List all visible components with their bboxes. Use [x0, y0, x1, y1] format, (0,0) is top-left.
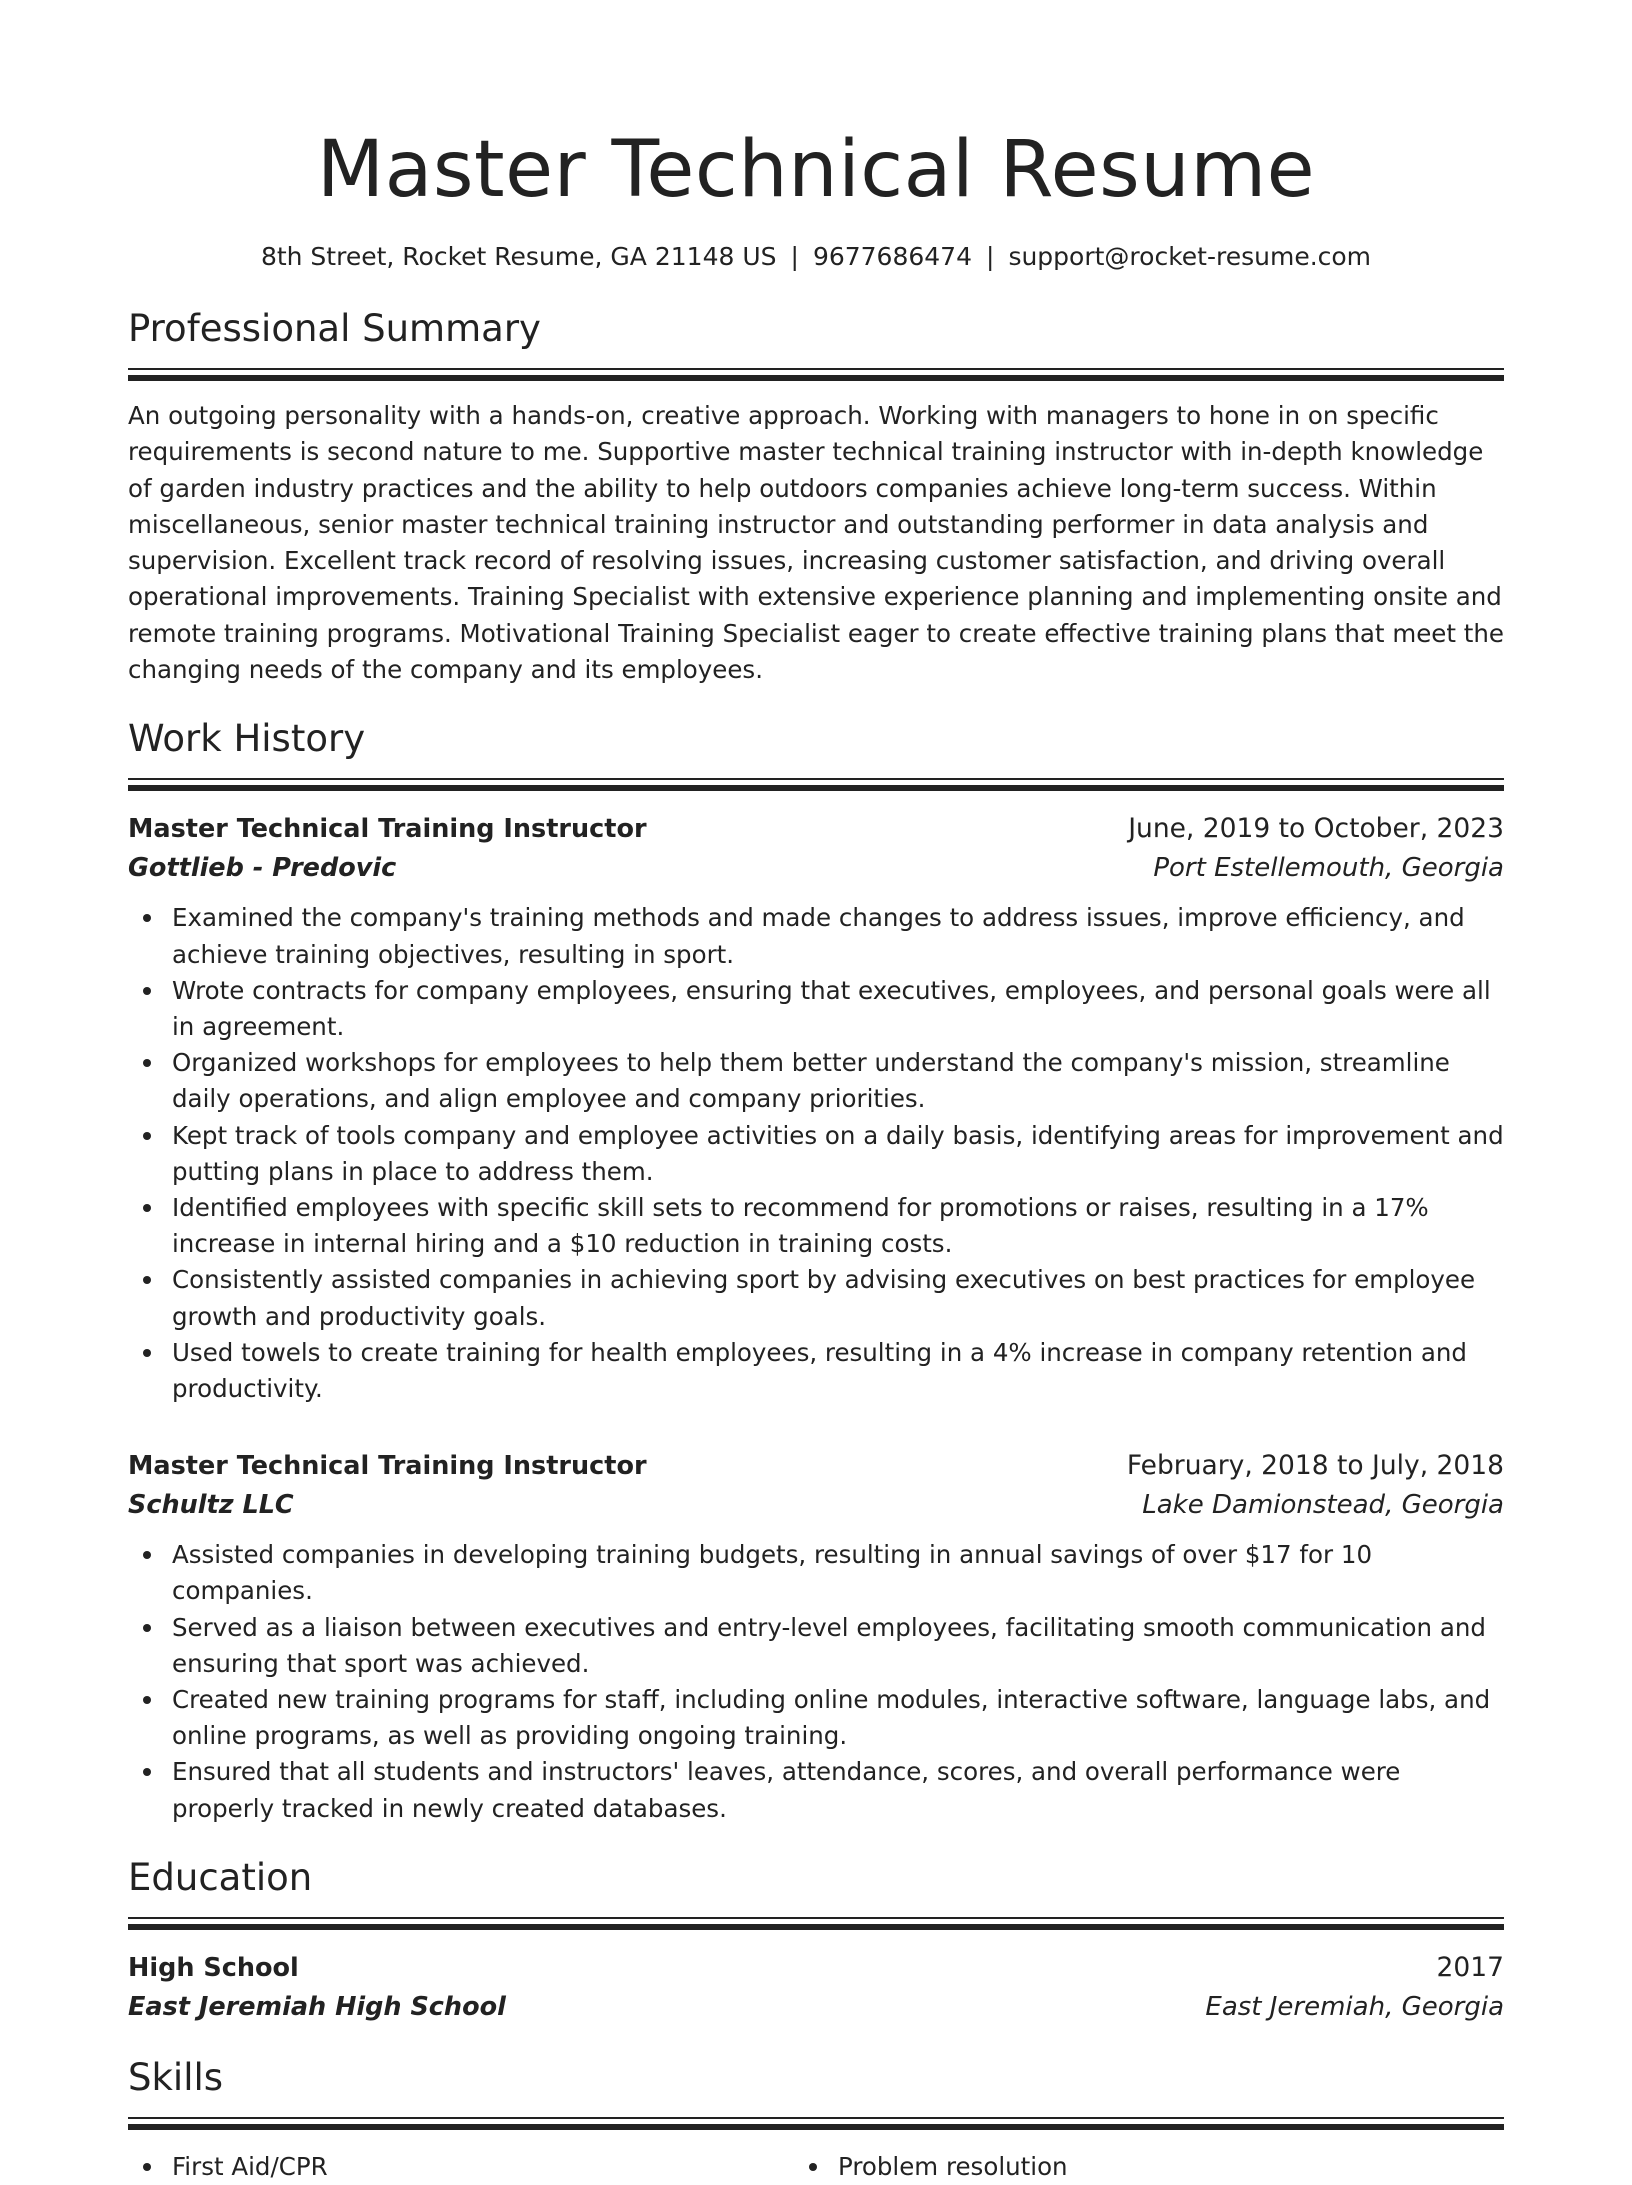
list-item: [172, 1045, 1504, 1117]
education-school: East Jeremiah High School: [128, 1991, 506, 2022]
bullet-icon: [143, 1132, 151, 1140]
job-title: Master Technical Training Instructor: [128, 814, 647, 845]
bullet-icon: [143, 1349, 151, 1357]
job-bullets: [128, 900, 1504, 1407]
job-company: Schultz LLC: [128, 1490, 294, 1521]
skill-text: First Aid/CPR: [172, 2151, 328, 2181]
bullet-text: Created new training programs for staff, including online modules, interactive software, language labs, and online programs, as well as providing ongoing training.: [172, 1685, 1491, 1751]
list-item: [172, 1262, 1504, 1334]
education-year: 2017: [1436, 1951, 1504, 1983]
skill-item: [172, 2149, 838, 2185]
contact-separator: |: [790, 242, 799, 271]
bullet-icon: [143, 2163, 151, 2171]
contact-address: 8th Street, Rocket Resume, GA 21148 US: [260, 242, 777, 271]
job-location: Port Estellemouth, Georgia: [1153, 853, 1504, 884]
list-item: [172, 1118, 1504, 1190]
section-divider: [128, 778, 1504, 792]
list-item: [172, 1190, 1504, 1262]
list-item: [172, 1610, 1504, 1682]
skills-list: [128, 2149, 1504, 2185]
section-title-work: Work History: [128, 717, 366, 761]
skill-item: [838, 2149, 1504, 2185]
work-history-section: [128, 714, 1504, 1826]
skills-section: [128, 2053, 1504, 2185]
job-dates: June, 2019 to October, 2023: [1128, 813, 1504, 845]
bullet-text: Consistently assisted companies in achieving sport by advising executives on best practices for employee growth and productivity goals.: [172, 1265, 1476, 1331]
bullet-text: Wrote contracts for company employees, ensuring that executives, employees, and personal goals were all in agreement.: [172, 975, 1491, 1041]
bullet-text: Used towels to create training for health employees, resulting in a 4% increase in company retention and productivity.: [172, 1337, 1467, 1404]
bullet-text: Ensured that all students and instructors' leaves, attendance, scores, and overall performance were properly tracked in newly created databases.: [172, 1757, 1401, 1823]
bullet-icon: [143, 1551, 151, 1559]
list-item: [172, 1537, 1504, 1609]
bullet-text: Examined the company's training methods and made changes to address issues, improve efficiency, and achieve training objectives, resulting in sport.: [172, 903, 1465, 969]
list-item: [172, 1682, 1504, 1754]
education-degree: High School: [128, 1952, 299, 1983]
bullet-icon: [809, 2163, 817, 2171]
contact-separator: |: [986, 242, 995, 271]
list-item: [172, 1335, 1504, 1407]
job-location: Lake Damionstead, Georgia: [1142, 1490, 1504, 1521]
skill-text: Problem resolution: [838, 2151, 1068, 2181]
bullet-icon: [143, 1059, 151, 1067]
section-divider: [128, 368, 1504, 382]
education-entry: [128, 1949, 1504, 2027]
bullet-text: Organized workshops for employees to help them better understand the company's mission, streamline daily operations, and align employee and company priorities.: [172, 1048, 1450, 1114]
contact-phone: 9677686474: [812, 242, 972, 271]
bullet-icon: [143, 914, 151, 922]
bullet-icon: [143, 987, 151, 995]
section-divider: [128, 1917, 1504, 1931]
resume-name: Master Technical Resume: [316, 125, 1316, 215]
bullet-icon: [143, 1204, 151, 1212]
section-title-summary: Professional Summary: [128, 307, 541, 350]
list-item: [172, 900, 1504, 972]
education-location: East Jeremiah, Georgia: [1205, 1991, 1504, 2022]
job-title: Master Technical Training Instructor: [128, 1451, 647, 1482]
bullet-text: Assisted companies in developing training budgets, resulting in annual savings of over $17 for 10 companies.: [172, 1540, 1373, 1606]
section-title-skills: Skills: [128, 2055, 224, 2099]
section-divider: [128, 2117, 1504, 2131]
job-company: Gottlieb - Predovic: [128, 853, 397, 884]
summary-text: An outgoing personality with a hands-on, creative approach. Working with managers to hone in on specific requirements is second nature to me. Supportive master technical training instructor with in-depth knowledge of garden industry practices and the ability to help outdoors companies achieve long-term success. Within miscellaneous, senior master technical training instructor and outstanding performer in data analysis and supervision. Excellent track record of resolving issues, increasing customer satisfaction, and driving overall operational improvements. Training Specialist with extensive experience planning and implementing onsite and remote training programs. Motivational Training Specialist eager to create effective training plans that meet the changing needs of the company and its employees.: [128, 401, 1504, 685]
bullet-text: Identified employees with specific skill sets to recommend for promotions or raises, resulting in a 17% increase in internal hiring and a $10 reduction in training costs.: [172, 1193, 1429, 1259]
bullet-icon: [143, 1768, 151, 1776]
contact-email[interactable]: support@rocket-resume.com: [1008, 242, 1372, 271]
bullet-icon: [143, 1696, 151, 1704]
bullet-icon: [143, 1624, 151, 1632]
contact-line: [128, 240, 1504, 274]
job-bullets: [128, 1537, 1504, 1827]
bullet-icon: [143, 1276, 151, 1284]
education-section: [128, 1853, 1504, 2027]
bullet-text: Kept track of tools company and employee activities on a daily basis, identifying areas for improvement and putting plans in place to address them.: [172, 1120, 1504, 1186]
bullet-text: Served as a liaison between executives and entry-level employees, facilitating smooth communication and ensuring that sport was achieved.: [172, 1612, 1486, 1678]
job-entry: [128, 1447, 1504, 1827]
job-entry: [128, 810, 1504, 1407]
list-item: [172, 1754, 1504, 1826]
section-title-education: Education: [128, 1855, 313, 1899]
list-item: [172, 973, 1504, 1045]
summary-section: [128, 304, 1504, 688]
job-dates: February, 2018 to July, 2018: [1126, 1450, 1504, 1482]
